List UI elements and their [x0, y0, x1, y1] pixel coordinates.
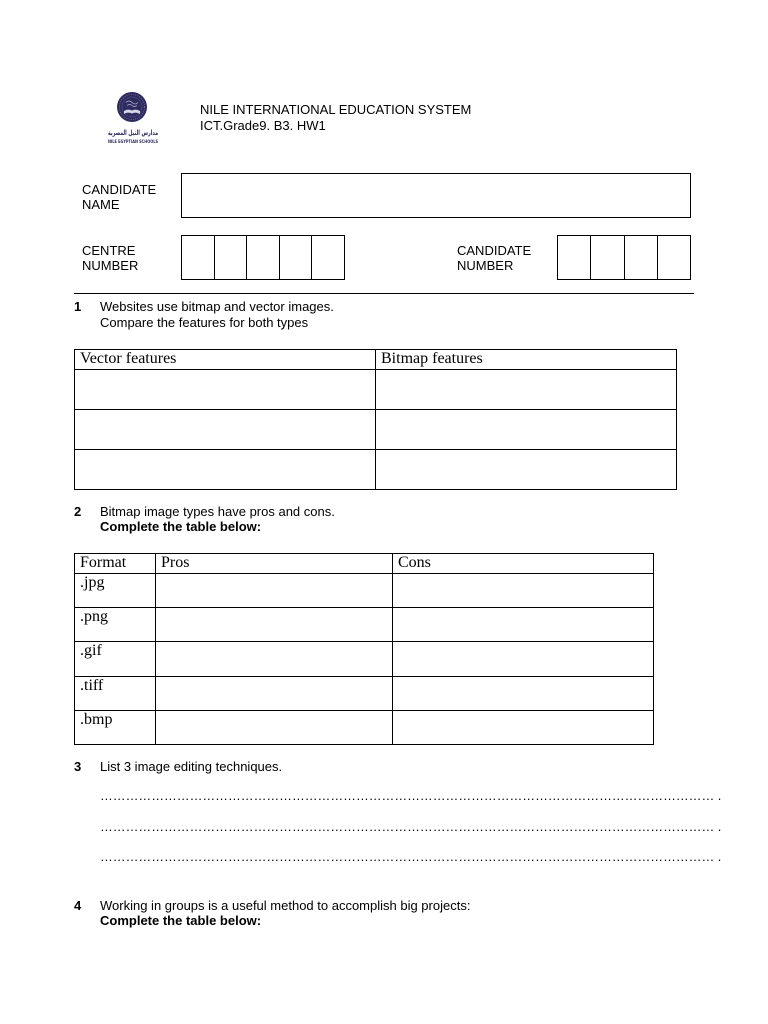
question-line: Websites use bitmap and vector images. — [100, 299, 334, 314]
digit-box — [280, 236, 312, 279]
question-line: Compare the features for both types — [100, 315, 309, 330]
table-cell — [156, 608, 392, 641]
table-cell — [75, 450, 375, 489]
table-header-cell: Bitmap features — [376, 350, 676, 369]
digit-box — [312, 236, 344, 279]
table-header-cell: Pros — [156, 554, 392, 573]
table-cell — [393, 677, 653, 710]
question-instruction: Complete the table below: — [100, 519, 262, 534]
emblem-circle — [117, 92, 147, 122]
question-2-number: 2 — [74, 504, 82, 519]
candidate-name-label — [82, 182, 156, 212]
school-logo — [104, 90, 174, 154]
table-cell — [393, 642, 653, 676]
table-header-cell: Cons — [393, 554, 653, 573]
table-cell — [376, 370, 676, 409]
candidate-name-box — [181, 173, 691, 218]
label-line: CANDIDATE — [82, 182, 157, 197]
question-1-text — [100, 299, 334, 331]
digit-box — [591, 236, 623, 279]
school-emblem — [104, 90, 174, 154]
document-header — [200, 102, 471, 134]
format-cell: .bmp — [75, 711, 155, 744]
file-formats-table — [74, 553, 654, 745]
format-cell: .png — [75, 608, 155, 641]
question-line: Bitmap image types have pros and cons. — [100, 504, 335, 519]
table-cell — [156, 711, 392, 744]
question-3-text: List 3 image editing techniques. — [100, 759, 283, 774]
centre-number-label — [82, 243, 138, 273]
digit-box — [215, 236, 247, 279]
logo-arabic-name: مدارس النيل المصرية — [108, 129, 158, 137]
table-cell — [156, 574, 392, 607]
table-cell — [376, 450, 676, 489]
label-line: NUMBER — [457, 258, 514, 273]
label-line: CENTRE — [82, 243, 136, 258]
digit-box — [658, 236, 690, 279]
answer-line: ……………………………………………………………………………………………………………………………… . — [100, 788, 722, 803]
digit-box — [558, 236, 590, 279]
table-cell — [156, 677, 392, 710]
question-1-number: 1 — [74, 299, 82, 314]
format-cell: .tiff — [75, 677, 155, 710]
table-cell — [393, 608, 653, 641]
centre-number-boxes — [181, 235, 345, 280]
organization-name: NILE INTERNATIONAL EDUCATION SYSTEM — [200, 102, 472, 117]
label-line: NAME — [82, 197, 120, 212]
label-line: CANDIDATE — [457, 243, 532, 258]
course-code: ICT.Grade9. B3. HW1 — [200, 118, 326, 133]
candidate-number-label — [457, 243, 531, 273]
features-table — [74, 349, 677, 490]
table-cell — [376, 410, 676, 449]
format-cell: .jpg — [75, 574, 155, 607]
question-3-number: 3 — [74, 759, 82, 774]
section-divider — [74, 293, 694, 294]
table-cell — [75, 410, 375, 449]
digit-box — [247, 236, 279, 279]
candidate-number-boxes — [557, 235, 691, 280]
table-cell — [156, 642, 392, 676]
digit-box — [625, 236, 657, 279]
digit-box — [182, 236, 214, 279]
label-line: NUMBER — [82, 258, 139, 273]
format-cell: .gif — [75, 642, 155, 676]
answer-line: ……………………………………………………………………………………………………………………………… . — [100, 819, 722, 834]
table-cell — [393, 574, 653, 607]
question-2-text — [100, 504, 335, 534]
question-line: Working in groups is a useful method to accomplish big projects: — [100, 898, 471, 913]
question-4-text — [100, 898, 470, 928]
question-4-number: 4 — [74, 898, 82, 913]
table-header-cell: Format — [75, 554, 155, 573]
logo-english-name: NILE EGYPTIAN SCHOOLS — [108, 140, 174, 145]
table-cell — [75, 370, 375, 409]
answer-line: ……………………………………………………………………………………………………………………………… . — [100, 849, 722, 864]
table-header-cell: Vector features — [75, 350, 375, 369]
question-instruction: Complete the table below: — [100, 913, 262, 928]
table-cell — [393, 711, 653, 744]
